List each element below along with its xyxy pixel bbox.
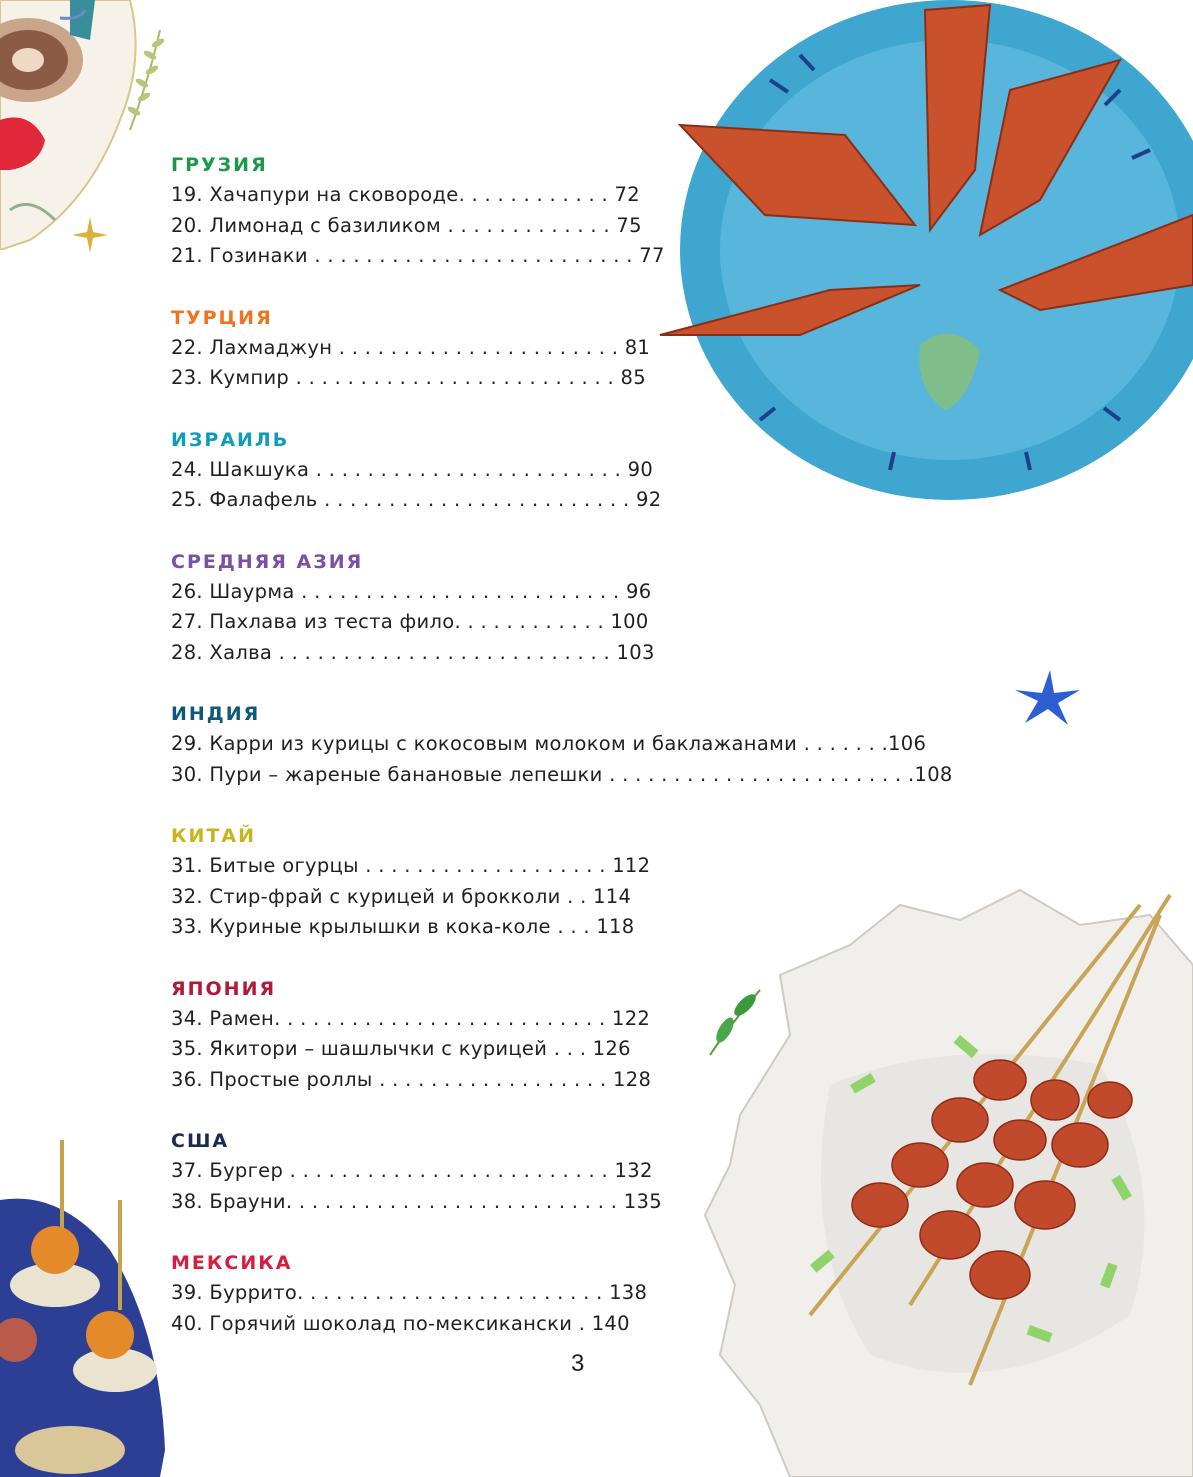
toc-entry[interactable]: 28. Халва . . . . . . . . . . . . . . . . . . . . . . . . . . 103 — [171, 640, 655, 664]
toc-section — [171, 1248, 971, 1339]
toc-entry[interactable]: 20. Лимонад с базиликом . . . . . . . . . . . . . 75 — [171, 213, 642, 237]
toc-entry[interactable]: 40. Горячий шоколад по-мексикански . 140 — [171, 1311, 630, 1335]
toc-entry[interactable]: 30. Пури – жареные банановые лепешки . . . . . . . . . . . . . . . . . . . . . . . .108 — [171, 762, 953, 786]
toc-entry[interactable]: 37. Бургер . . . . . . . . . . . . . . . . . . . . . . . . . 132 — [171, 1159, 653, 1182]
toc-entry[interactable]: 32. Стир-фрай с курицей и брокколи . . 114 — [171, 884, 632, 908]
toc-entry[interactable]: 26. Шаурма . . . . . . . . . . . . . . . . . . . . . . . . . 96 — [171, 579, 652, 603]
toc-entry[interactable]: 34. Рамен. . . . . . . . . . . . . . . . . . . . . . . . . . 122 — [171, 1006, 651, 1030]
rosemary-sprig-illustration — [120, 25, 180, 135]
blue-star-icon — [1010, 665, 1085, 730]
section-title: США — [171, 1130, 230, 1152]
toc-entry[interactable]: 35. Якитори – шашлычки с курицей . . . 126 — [171, 1037, 631, 1060]
section-title: ИНДИЯ — [171, 703, 261, 725]
toc-entry[interactable]: 38. Брауни. . . . . . . . . . . . . . . . . . . . . . . . . . 135 — [171, 1189, 662, 1213]
section-title: МЕКСИКА — [171, 1252, 293, 1274]
toc-section — [171, 150, 971, 272]
toc-section — [171, 547, 971, 669]
toc-entry[interactable]: 39. Буррито. . . . . . . . . . . . . . . . . . . . . . . . 138 — [171, 1281, 648, 1304]
toc-entry[interactable]: 19. Хачапури на сковороде. . . . . . . . . . . . 72 — [171, 183, 640, 206]
toc-section — [171, 1126, 971, 1217]
toc-entry[interactable]: 33. Куриные крылышки в кока-коле . . . 118 — [171, 915, 635, 938]
section-title: ТУРЦИЯ — [171, 306, 273, 329]
plate-canapes-illustration — [0, 1140, 170, 1477]
toc-entry[interactable]: 36. Простые роллы . . . . . . . . . . . . . . . . . . 128 — [171, 1067, 652, 1091]
section-title: ЯПОНИЯ — [171, 977, 277, 1000]
toc-entry[interactable]: 21. Гозинаки . . . . . . . . . . . . . . . . . . . . . . . . . 77 — [171, 244, 665, 267]
section-title: СРЕДНЯЯ АЗИЯ — [171, 550, 364, 573]
page-number: 3 — [571, 1350, 585, 1377]
toc-section — [171, 821, 971, 943]
gold-star-icon — [70, 215, 110, 255]
toc-entry[interactable]: 23. Кумпир . . . . . . . . . . . . . . . . . . . . . . . . . 85 — [171, 366, 646, 389]
toc-entry[interactable]: 24. Шакшука . . . . . . . . . . . . . . . . . . . . . . . . 90 — [171, 457, 654, 481]
toc-entry[interactable]: 29. Карри из курицы с кокосовым молоком и баклажанами . . . . . . .106 — [171, 732, 927, 755]
toc-section — [171, 699, 971, 790]
toc-section — [171, 303, 971, 394]
toc-entry[interactable]: 22. Лахмаджун . . . . . . . . . . . . . . . . . . . . . . 81 — [171, 335, 651, 359]
toc-entry[interactable]: 31. Битые огурцы . . . . . . . . . . . . . . . . . . . 112 — [171, 854, 651, 877]
section-title: ИЗРАИЛЬ — [171, 428, 290, 451]
section-title: ГРУЗИЯ — [171, 154, 268, 176]
toc-section — [171, 425, 971, 516]
toc-entry[interactable]: 25. Фалафель . . . . . . . . . . . . . . . . . . . . . . . . 92 — [171, 488, 662, 511]
section-title: КИТАЙ — [171, 825, 256, 847]
toc-entry[interactable]: 27. Пахлава из теста фило. . . . . . . . . . . . 100 — [171, 610, 649, 633]
toc-section — [171, 974, 971, 1096]
table-of-contents — [171, 150, 971, 1339]
